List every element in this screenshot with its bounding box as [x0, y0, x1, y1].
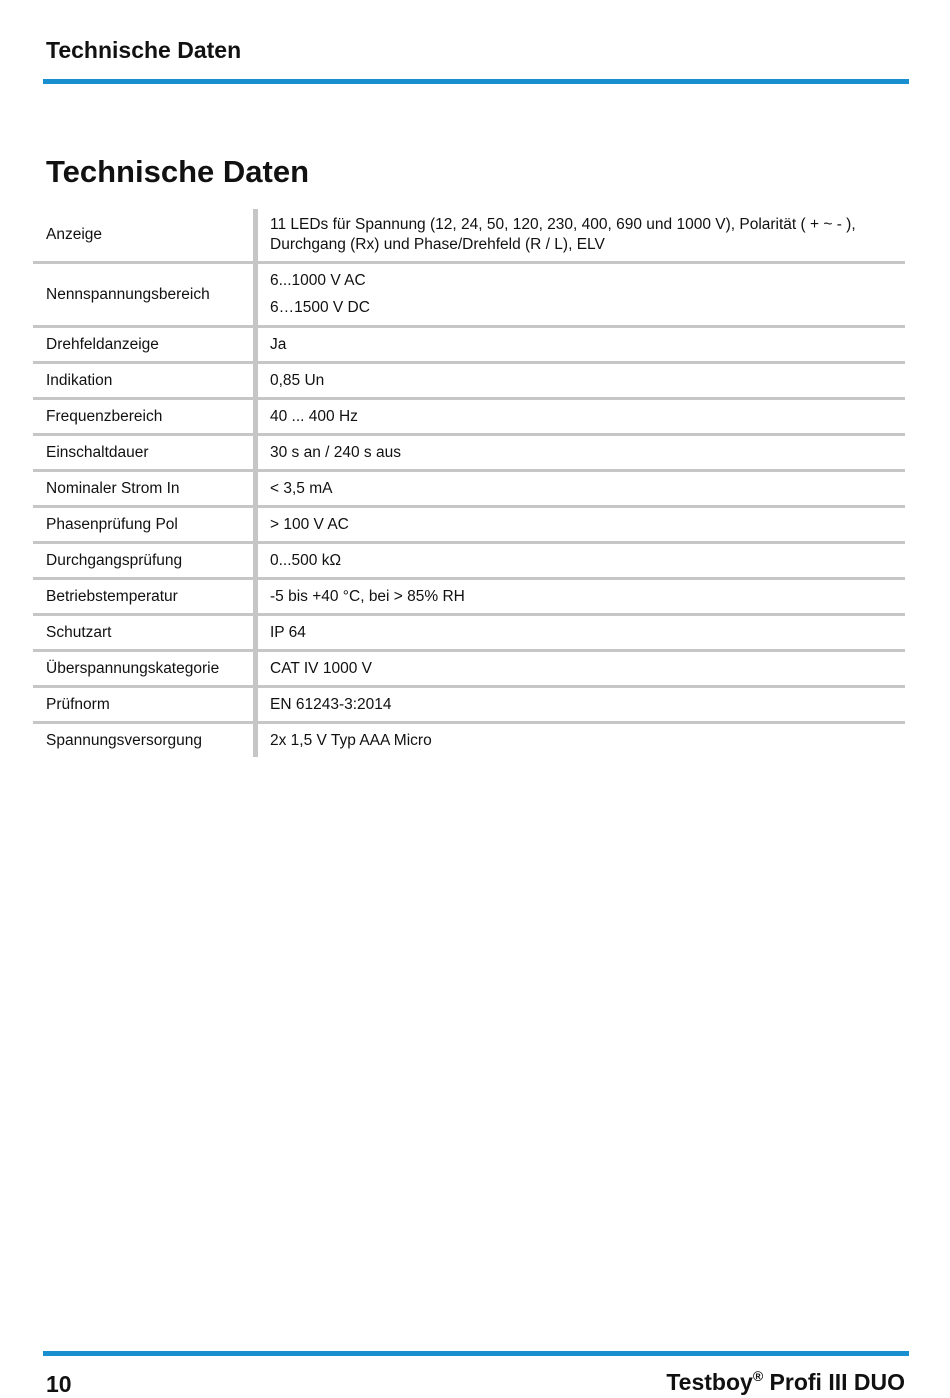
spec-value — [258, 652, 905, 685]
product-brand: Testboy — [666, 1369, 753, 1395]
spec-value-line: 6...1000 V AC — [270, 272, 366, 289]
table-row — [33, 652, 905, 688]
spec-value-line: Ja — [270, 335, 287, 353]
table-row — [33, 580, 905, 616]
spec-label: Schutzart — [46, 623, 112, 641]
table-row — [33, 364, 905, 400]
spec-label: Anzeige — [46, 226, 103, 243]
footer-divider — [43, 1351, 909, 1356]
table-row — [33, 472, 905, 508]
spec-value — [258, 688, 905, 721]
spec-value — [258, 328, 905, 361]
table-row — [33, 688, 905, 724]
spec-label: Spannungsversorgung — [46, 731, 202, 749]
table-row — [33, 209, 905, 264]
spec-label: Phasenprüfung Pol — [46, 515, 178, 533]
spec-value — [258, 264, 905, 325]
table-row — [33, 264, 905, 328]
spec-value — [258, 364, 905, 397]
spec-value-line: CAT IV 1000 V — [270, 659, 372, 677]
spec-label: Betriebstemperatur — [46, 587, 178, 605]
spec-value — [258, 508, 905, 541]
spec-label: Nennspannungsbereich — [46, 285, 210, 303]
spec-table — [33, 209, 905, 757]
spec-value — [258, 544, 905, 577]
spec-label: Überspannungskategorie — [46, 659, 220, 677]
spec-value — [258, 724, 905, 757]
spec-value-line: 30 s an / 240 s aus — [270, 443, 401, 461]
header-divider — [43, 79, 909, 84]
table-row — [33, 400, 905, 436]
spec-label: Einschaltdauer — [46, 443, 149, 461]
spec-label: Durchgangsprüfung — [46, 551, 183, 569]
table-row — [33, 724, 905, 757]
spec-value — [258, 616, 905, 649]
spec-label: Frequenzbereich — [46, 407, 163, 425]
spec-value-line: 0,85 Un — [270, 371, 325, 389]
spec-value-line: 11 LEDs für Spannung (12, 24, 50, 120, 230, 400, 690 und 1000 V), Polarität ( + ~ - ), — [270, 216, 856, 233]
spec-value-line: < 3,5 mA — [270, 479, 333, 497]
spec-value — [258, 472, 905, 505]
table-row — [33, 436, 905, 472]
spec-value — [258, 436, 905, 469]
table-row — [33, 508, 905, 544]
running-header-title: Technische Daten — [46, 37, 242, 63]
spec-value-line: > 100 V AC — [270, 515, 349, 533]
spec-label: Indikation — [46, 371, 113, 389]
spec-value — [258, 580, 905, 613]
spec-label: Nominaler Strom In — [46, 479, 180, 497]
product-model: Profi III DUO — [769, 1369, 905, 1395]
registered-mark: ® — [752, 1368, 764, 1384]
spec-value-line: -5 bis +40 °C, bei > 85% RH — [270, 587, 465, 605]
spec-value-line: IP 64 — [270, 623, 306, 641]
spec-value-line: 0...500 kΩ — [270, 551, 342, 569]
spec-label: Drehfeldanzeige — [46, 335, 159, 353]
spec-value-line: 2x 1,5 V Typ AAA Micro — [270, 731, 432, 749]
spec-value-line: Durchgang (Rx) und Phase/Drehfeld (R / L), ELV — [270, 236, 605, 253]
spec-value — [258, 400, 905, 433]
section-title: Technische Daten — [46, 154, 310, 189]
product-name — [666, 1368, 905, 1396]
page-number: 10 — [46, 1371, 72, 1397]
spec-value-line: 6…1500 V DC — [270, 299, 370, 316]
spec-value-line: EN 61243-3:2014 — [270, 695, 392, 713]
table-row — [33, 544, 905, 580]
spec-label: Prüfnorm — [46, 695, 110, 713]
table-row — [33, 328, 905, 364]
spec-value-line: 40 ... 400 Hz — [270, 407, 358, 425]
spec-value — [258, 209, 905, 261]
table-row — [33, 616, 905, 652]
